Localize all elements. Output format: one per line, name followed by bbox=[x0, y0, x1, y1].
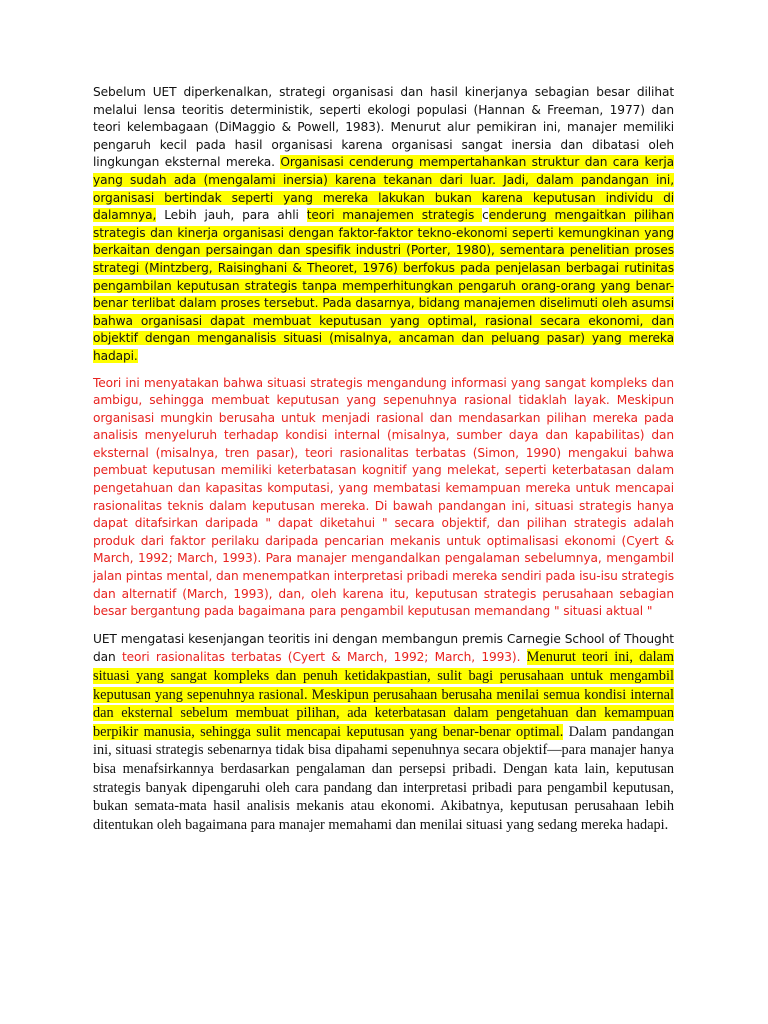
paragraph-2: Teori ini menyatakan bahwa situasi strategis mengandung informasi yang sangat kompleks dan ambigu, sehingga membuat keputusan yang sepenuhnya rasional tidaklah layak. Meskipun organisasi mungkin berusaha untuk menjadi rasional dan mendasarkan pilihan mereka pada analisis menyeluruh terhadap kondisi internal (misalnya, sumber daya dan kapabilitas) dan eksternal (misalnya, tren pasar), teori rasionalitas terbatas (Simon, 1990) mengakui bahwa pembuat keputusan memiliki keterbatasan kognitif yang melekat, seperti keterbatasan dalam pengetahuan dan kapasitas komputasi, yang membatasi kemampuan mereka untuk mencapai rasionalitas teknis dalam keputusan mereka. Di bawah pandangan ini, situasi strategis hanya dapat ditafsirkan daripada " dapat diketahui " secara objektif, dan pilihan strategis adalah produk dari faktor perilaku daripada pencarian mekanis untuk optimalisasi ekonomi (Cyert & March, 1992; March, 1993). Para manajer mengandalkan pengalaman sebelumnya, mengambil jalan pintas mental, dan menempatkan interpretasi pribadi mereka sendiri pada isu-isu strategis dan alternatif (March, 1993), dan, oleh karena itu, keputusan strategis perusahaan sebagian besar bergantung pada bagaimana para pengambil keputusan memandang " situasi aktual " bbox=[93, 375, 674, 619]
document-page bbox=[93, 84, 674, 834]
paragraph-3-text: UET mengatasi kesenjangan teoritis ini dengan membangun premis Carnegie School of Thought dan bbox=[93, 631, 674, 665]
paragraph-1-text-b: Lebih jauh, para ahli bbox=[156, 208, 307, 223]
paragraph-3-highlight: Menurut teori ini, dalam situasi yang sangat kompleks dan penuh ketidakpastian, sulit bagi perusahaan untuk mengambil keputusan yang sepenuhnya rasional. Meskipun perusahaan berusaha menilai semua kondisi internal dan eksternal sebelum membuat pilihan, ada keterbatasan dalam pengetahuan dan kemampuan berpikir manusia, sehingga sulit mencapai keputusan yang benar-benar optimal. bbox=[93, 649, 675, 740]
paragraph-3-serif-text: Dalam pandangan ini, situasi strategis sebenarnya tidak bisa dipahami sepenuhnya secara objektif—para manajer hanya bisa menafsirkannya berdasarkan pengalaman dan persepsi pribadi. Dengan kata lain, keputusan strategis banyak dipengaruhi oleh cara pandang dan interpretasi pribadi para pengambil keputusan, bukan semata-mata hasil analisis mekanis atau ekonomi. Akibatnya, keputusan perusahaan lebih ditentukan oleh bagaimana para manajer memahami dan menilai situasi yang sedang mereka hadapi. bbox=[93, 723, 675, 833]
paragraph-1-text-c: c bbox=[482, 208, 489, 223]
paragraph-1-text: Sebelum UET diperkenalkan, strategi organisasi dan hasil kinerjanya sebagian besar dilihat melalui lensa teoritis deterministik, seperti ekologi populasi (Hannan & Freeman, 1977) dan teori kelembagaan (DiMaggio & Powell, 1983). Menurut alur pemikiran ini, manajer memiliki pengaruh kecil pada hasil organisasi karena organisasi sangat inersia dan dibatasi oleh lingkungan eksternal mereka. bbox=[93, 85, 674, 170]
paragraph-1-highlight-a: Organisasi cenderung mempertahankan struktur dan cara kerja yang sudah ada (mengalami inersia) karena tekanan dari luar. Jadi, dalam pandangan ini, organisasi bertindak seperti yang mereka lakukan bukan karena keputusan individu di dalamnya, bbox=[93, 155, 674, 223]
paragraph-1-highlight-b: teori manajemen strategis bbox=[306, 208, 483, 223]
paragraph-1-highlight-c: enderung mengaitkan pilihan strategis dan kinerja organisasi dengan faktor-faktor tekno-ekonomi seperti kemungkinan yang berkaitan dengan persaingan dan spesifik industri (Porter, 1980), sementara penelitian proses strategi (Mintzberg, Raisinghani & Theoret, 1976) berfokus pada penjelasan berbagai rutinitas pengambilan keputusan strategis tanpa memperhitungkan pengaruh orang-orang yang benar-benar terlibat dalam proses tersebut. Pada dasarnya, bidang manajemen diselimuti oleh asumsi bahwa organisasi dapat membuat keputusan yang optimal, rasional secara ekonomi, dan objektif dengan menganalisis situasi (misalnya, ancaman dan peluang pasar) yang mereka hadapi. bbox=[93, 208, 674, 363]
paragraph-3-red-text: teori rasionalitas terbatas (Cyert & March, 1992; March, 1993). bbox=[121, 650, 527, 665]
paragraph-3 bbox=[93, 630, 674, 835]
paragraph-1 bbox=[93, 84, 674, 366]
